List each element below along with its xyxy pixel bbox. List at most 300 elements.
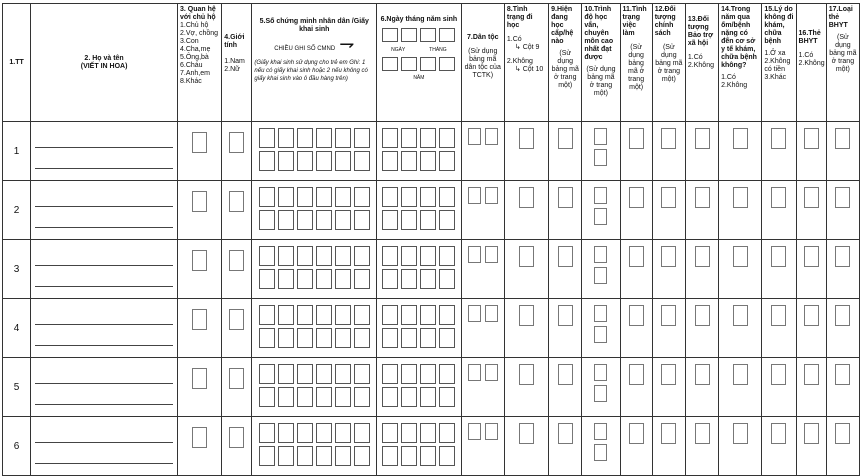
social-box[interactable] bbox=[695, 305, 710, 326]
sex-boxes bbox=[222, 240, 251, 277]
dob-digit-box[interactable] bbox=[439, 328, 455, 348]
bhyt-boxes bbox=[797, 299, 826, 332]
ethnic-box[interactable] bbox=[485, 128, 498, 145]
id-digit-box[interactable] bbox=[278, 305, 294, 325]
id-digit-box[interactable] bbox=[278, 328, 294, 348]
dob-digit-box[interactable] bbox=[382, 446, 398, 466]
id-digit-box[interactable] bbox=[297, 423, 313, 443]
dob-sample-boxes bbox=[379, 24, 458, 46]
reason-box[interactable] bbox=[771, 423, 786, 444]
edu-cell bbox=[582, 299, 620, 358]
id-digit-box[interactable] bbox=[316, 364, 332, 384]
id-digit-box[interactable] bbox=[259, 151, 275, 171]
dob-digit-box[interactable] bbox=[439, 364, 455, 384]
policy-box[interactable] bbox=[661, 128, 676, 149]
id-digit-box[interactable] bbox=[297, 364, 313, 384]
dob-cell bbox=[377, 358, 461, 417]
sex-boxes bbox=[222, 299, 251, 336]
reason-box[interactable] bbox=[771, 128, 786, 149]
direction-arrow-icon: ⇁ bbox=[339, 34, 355, 54]
sex-box[interactable] bbox=[229, 191, 244, 212]
table-row bbox=[3, 181, 860, 240]
dob-digit-box[interactable] bbox=[401, 246, 417, 266]
dob-digit-box[interactable] bbox=[382, 387, 398, 407]
id-digit-box[interactable] bbox=[259, 246, 275, 266]
id-digit-box[interactable] bbox=[354, 128, 370, 148]
sex-box[interactable] bbox=[229, 309, 244, 330]
id-number-boxes bbox=[252, 181, 376, 236]
reason-box[interactable] bbox=[771, 364, 786, 385]
bhyt-type-box[interactable] bbox=[835, 305, 850, 326]
dob-digit-box[interactable] bbox=[401, 151, 417, 171]
id-digit-box[interactable] bbox=[335, 364, 351, 384]
id-digit-box[interactable] bbox=[354, 387, 370, 407]
dob-digit-box[interactable] bbox=[420, 246, 436, 266]
bhyt-type-boxes bbox=[827, 240, 859, 273]
dob-digit-box[interactable] bbox=[401, 305, 417, 325]
name-line[interactable] bbox=[35, 286, 173, 287]
dob-digit-box[interactable] bbox=[420, 446, 436, 466]
dob-digit-box[interactable] bbox=[439, 187, 455, 207]
id-digit-box[interactable] bbox=[354, 210, 370, 230]
name-cell[interactable] bbox=[31, 358, 178, 417]
sick-cell bbox=[719, 299, 762, 358]
dob-boxes bbox=[377, 417, 460, 472]
id-digit-box[interactable] bbox=[259, 423, 275, 443]
job-box[interactable] bbox=[629, 246, 644, 267]
ethnic-box[interactable] bbox=[485, 423, 498, 440]
ethnic-box[interactable] bbox=[485, 305, 498, 322]
id-digit-box[interactable] bbox=[335, 387, 351, 407]
id-digit-box[interactable] bbox=[259, 446, 275, 466]
edu-box[interactable] bbox=[594, 128, 607, 145]
id-digit-box[interactable] bbox=[335, 151, 351, 171]
header-job: 11.Tình trạng việc làm (Sử dụng bảng mã ở trang một) bbox=[620, 4, 652, 122]
id-digit-box[interactable] bbox=[316, 269, 332, 289]
dob-digit-box[interactable] bbox=[420, 328, 436, 348]
dob-digit-box[interactable] bbox=[420, 151, 436, 171]
header-social: 13.Đối tượng Bảo trợ xã hội 1.Có 2.Không bbox=[685, 4, 718, 122]
id-digit-box[interactable] bbox=[354, 246, 370, 266]
dob-digit-box[interactable] bbox=[401, 387, 417, 407]
dob-digit-box[interactable] bbox=[382, 210, 398, 230]
header-tt: 1.TT bbox=[3, 4, 31, 122]
policy-box[interactable] bbox=[661, 423, 676, 444]
policy-cell bbox=[652, 417, 685, 476]
id-digit-box[interactable] bbox=[297, 128, 313, 148]
name-line[interactable] bbox=[35, 265, 173, 266]
ethnic-boxes bbox=[462, 181, 504, 210]
dob-digit-box[interactable] bbox=[439, 246, 455, 266]
dob-digit-box[interactable] bbox=[382, 246, 398, 266]
dob-digit-box[interactable] bbox=[420, 364, 436, 384]
school-box[interactable] bbox=[519, 187, 534, 208]
relation-cell bbox=[178, 181, 222, 240]
dob-digit-box[interactable] bbox=[439, 151, 455, 171]
sex-boxes bbox=[222, 181, 251, 218]
ethnic-box[interactable] bbox=[468, 128, 481, 145]
social-box[interactable] bbox=[695, 187, 710, 208]
ethnic-cell bbox=[461, 122, 504, 181]
sex-cell bbox=[222, 358, 252, 417]
id-digit-box[interactable] bbox=[259, 328, 275, 348]
name-cell[interactable] bbox=[31, 181, 178, 240]
sex-box[interactable] bbox=[229, 250, 244, 271]
dob-digit-box[interactable] bbox=[382, 328, 398, 348]
sick-boxes bbox=[719, 417, 761, 450]
edu-boxes bbox=[582, 122, 619, 172]
name-line[interactable] bbox=[35, 404, 173, 405]
job-box[interactable] bbox=[629, 128, 644, 149]
id-digit-box[interactable] bbox=[278, 210, 294, 230]
ethnic-box[interactable] bbox=[485, 364, 498, 381]
id-digit-box[interactable] bbox=[278, 269, 294, 289]
edu-box[interactable] bbox=[594, 208, 607, 225]
id-digit-box[interactable] bbox=[278, 128, 294, 148]
id-digit-box[interactable] bbox=[259, 364, 275, 384]
social-cell bbox=[685, 181, 718, 240]
level-box[interactable] bbox=[558, 364, 573, 385]
sex-boxes bbox=[222, 417, 251, 454]
relation-box[interactable] bbox=[192, 250, 207, 271]
id-digit-box[interactable] bbox=[278, 187, 294, 207]
id-digit-box[interactable] bbox=[316, 187, 332, 207]
sick-box[interactable] bbox=[733, 423, 748, 444]
sex-box[interactable] bbox=[229, 368, 244, 389]
dob-digit-box[interactable] bbox=[401, 364, 417, 384]
dob-digit-box[interactable] bbox=[382, 269, 398, 289]
id-digit-box[interactable] bbox=[335, 246, 351, 266]
id-digit-box[interactable] bbox=[278, 423, 294, 443]
relation-cell bbox=[178, 122, 222, 181]
edu-box[interactable] bbox=[594, 246, 607, 263]
sick-boxes bbox=[719, 240, 761, 273]
job-box[interactable] bbox=[629, 423, 644, 444]
id-digit-box[interactable] bbox=[297, 305, 313, 325]
bhyt-box[interactable] bbox=[804, 128, 819, 149]
school-box[interactable] bbox=[519, 128, 534, 149]
policy-box[interactable] bbox=[661, 364, 676, 385]
ethnic-boxes bbox=[462, 299, 504, 328]
id-digit-box[interactable] bbox=[354, 446, 370, 466]
reason-box[interactable] bbox=[771, 246, 786, 267]
policy-cell bbox=[652, 122, 685, 181]
id-digit-box[interactable] bbox=[316, 387, 332, 407]
id-digit-box[interactable] bbox=[354, 328, 370, 348]
social-box[interactable] bbox=[695, 364, 710, 385]
id-digit-box[interactable] bbox=[335, 187, 351, 207]
sick-boxes bbox=[719, 181, 761, 214]
reason-box[interactable] bbox=[771, 187, 786, 208]
dob-boxes bbox=[377, 299, 460, 354]
ethnic-box[interactable] bbox=[468, 305, 481, 322]
reason-boxes bbox=[762, 181, 795, 214]
ethnic-box[interactable] bbox=[485, 187, 498, 204]
relation-box[interactable] bbox=[192, 191, 207, 212]
policy-box[interactable] bbox=[661, 305, 676, 326]
dob-digit-box[interactable] bbox=[420, 210, 436, 230]
header-bhyt: 16.Thẻ BHYT 1.Có 2.Không bbox=[796, 4, 826, 122]
ethnic-box[interactable] bbox=[468, 187, 481, 204]
bhyt-type-box[interactable] bbox=[835, 187, 850, 208]
dob-digit-box[interactable] bbox=[439, 269, 455, 289]
id-digit-box[interactable] bbox=[354, 269, 370, 289]
sex-box[interactable] bbox=[229, 132, 244, 153]
id-digit-box[interactable] bbox=[335, 128, 351, 148]
id-digit-box[interactable] bbox=[278, 364, 294, 384]
id-digit-box[interactable] bbox=[297, 387, 313, 407]
level-box[interactable] bbox=[558, 187, 573, 208]
id-digit-box[interactable] bbox=[316, 305, 332, 325]
bhyt-type-box[interactable] bbox=[835, 364, 850, 385]
dob-digit-box[interactable] bbox=[401, 210, 417, 230]
relation-box[interactable] bbox=[192, 368, 207, 389]
job-box[interactable] bbox=[629, 187, 644, 208]
id-digit-box[interactable] bbox=[335, 210, 351, 230]
school-box[interactable] bbox=[519, 305, 534, 326]
row-number: 4 bbox=[3, 299, 31, 358]
id-digit-box[interactable] bbox=[316, 446, 332, 466]
edu-box[interactable] bbox=[594, 305, 607, 322]
sick-box[interactable] bbox=[733, 187, 748, 208]
name-line[interactable] bbox=[35, 147, 173, 148]
id-digit-box[interactable] bbox=[354, 423, 370, 443]
id-digit-box[interactable] bbox=[259, 210, 275, 230]
bhyt-box[interactable] bbox=[804, 305, 819, 326]
edu-box[interactable] bbox=[594, 385, 607, 402]
id-cell bbox=[252, 358, 377, 417]
ethnic-box[interactable] bbox=[485, 246, 498, 263]
name-line[interactable] bbox=[35, 206, 173, 207]
sick-box[interactable] bbox=[733, 128, 748, 149]
level-box[interactable] bbox=[558, 423, 573, 444]
bhyt-type-box[interactable] bbox=[835, 423, 850, 444]
edu-box[interactable] bbox=[594, 267, 607, 284]
sick-cell bbox=[719, 240, 762, 299]
dob-digit-box[interactable] bbox=[401, 423, 417, 443]
bhyt-type-box[interactable] bbox=[835, 128, 850, 149]
relation-box[interactable] bbox=[192, 427, 207, 448]
id-digit-box[interactable] bbox=[335, 269, 351, 289]
name-line[interactable] bbox=[35, 168, 173, 169]
id-digit-box[interactable] bbox=[335, 446, 351, 466]
id-digit-box[interactable] bbox=[335, 423, 351, 443]
id-digit-box[interactable] bbox=[278, 246, 294, 266]
sick-box[interactable] bbox=[733, 364, 748, 385]
bhyt-box[interactable] bbox=[804, 187, 819, 208]
sick-box[interactable] bbox=[733, 246, 748, 267]
id-digit-box[interactable] bbox=[259, 387, 275, 407]
header-dob-label: 6.Ngày tháng năm sinh bbox=[380, 16, 458, 23]
bhyt-boxes bbox=[797, 417, 826, 450]
relation-box[interactable] bbox=[192, 132, 207, 153]
header-name-sub: (VIẾT IN HOA) bbox=[80, 62, 128, 70]
bhyt-type-cell bbox=[826, 417, 859, 476]
social-box[interactable] bbox=[695, 423, 710, 444]
id-direction: CHIỀU GHI SỐ CMND ⇁ bbox=[274, 34, 355, 54]
dob-digit-box[interactable] bbox=[382, 187, 398, 207]
social-box[interactable] bbox=[695, 246, 710, 267]
sex-boxes bbox=[222, 358, 251, 395]
bhyt-box[interactable] bbox=[804, 246, 819, 267]
name-line[interactable] bbox=[35, 463, 173, 464]
sick-boxes bbox=[719, 122, 761, 155]
policy-box[interactable] bbox=[661, 187, 676, 208]
dob-digit-box[interactable] bbox=[382, 364, 398, 384]
id-digit-box[interactable] bbox=[354, 151, 370, 171]
social-cell bbox=[685, 358, 718, 417]
ethnic-box[interactable] bbox=[468, 246, 481, 263]
dob-digit-box[interactable] bbox=[401, 128, 417, 148]
school-box[interactable] bbox=[519, 246, 534, 267]
job-box[interactable] bbox=[629, 364, 644, 385]
dob-digit-box[interactable] bbox=[382, 305, 398, 325]
level-box[interactable] bbox=[558, 305, 573, 326]
id-number-boxes bbox=[252, 417, 376, 472]
sex-cell bbox=[222, 122, 252, 181]
reason-box[interactable] bbox=[771, 305, 786, 326]
sick-cell bbox=[719, 122, 762, 181]
name-line[interactable] bbox=[35, 383, 173, 384]
social-box[interactable] bbox=[695, 128, 710, 149]
name-cell[interactable] bbox=[31, 122, 178, 181]
id-digit-box[interactable] bbox=[259, 269, 275, 289]
bhyt-cell bbox=[796, 181, 826, 240]
bhyt-cell bbox=[796, 299, 826, 358]
level-box[interactable] bbox=[558, 128, 573, 149]
dob-digit-box[interactable] bbox=[420, 187, 436, 207]
dob-digit-box[interactable] bbox=[439, 305, 455, 325]
dob-year-sample-boxes bbox=[379, 54, 458, 74]
row-number: 6 bbox=[3, 417, 31, 476]
dob-digit-box[interactable] bbox=[382, 151, 398, 171]
dob-digit-box[interactable] bbox=[420, 423, 436, 443]
id-digit-box[interactable] bbox=[316, 128, 332, 148]
level-box[interactable] bbox=[558, 246, 573, 267]
relation-options: 1.Chủ hộ 2.Vợ, chồng 3.Con 4.Cha,mẹ 5.Ông,bà 6.Cháu 7.Anh,em 8.Khác bbox=[180, 22, 219, 85]
id-digit-box[interactable] bbox=[297, 187, 313, 207]
id-digit-box[interactable] bbox=[278, 387, 294, 407]
id-digit-box[interactable] bbox=[297, 269, 313, 289]
school-box[interactable] bbox=[519, 364, 534, 385]
edu-boxes bbox=[582, 240, 619, 290]
id-digit-box[interactable] bbox=[278, 446, 294, 466]
sick-box[interactable] bbox=[733, 305, 748, 326]
dob-digit-box[interactable] bbox=[439, 387, 455, 407]
header-ethnic: 7.Dân tộc (Sử dụng bảng mã dân tộc của TCTK) bbox=[461, 4, 504, 122]
id-digit-box[interactable] bbox=[316, 151, 332, 171]
name-line[interactable] bbox=[35, 227, 173, 228]
name-line[interactable] bbox=[35, 324, 173, 325]
job-boxes bbox=[621, 417, 652, 450]
dob-digit-box[interactable] bbox=[401, 269, 417, 289]
id-digit-box[interactable] bbox=[259, 128, 275, 148]
id-digit-box[interactable] bbox=[297, 446, 313, 466]
dob-digit-box[interactable] bbox=[420, 128, 436, 148]
id-digit-box[interactable] bbox=[316, 328, 332, 348]
table-row bbox=[3, 299, 860, 358]
dob-digit-box[interactable] bbox=[420, 387, 436, 407]
id-digit-box[interactable] bbox=[259, 305, 275, 325]
relation-box[interactable] bbox=[192, 309, 207, 330]
ethnic-box[interactable] bbox=[468, 364, 481, 381]
sex-box[interactable] bbox=[229, 427, 244, 448]
dob-digit-box[interactable] bbox=[401, 187, 417, 207]
name-line[interactable] bbox=[35, 442, 173, 443]
id-digit-box[interactable] bbox=[297, 246, 313, 266]
relation-boxes bbox=[178, 122, 221, 159]
dob-digit-box[interactable] bbox=[439, 446, 455, 466]
dob-cell bbox=[377, 122, 461, 181]
dob-digit-box[interactable] bbox=[382, 128, 398, 148]
sick-boxes bbox=[719, 299, 761, 332]
edu-box[interactable] bbox=[594, 364, 607, 381]
dob-digit-box[interactable] bbox=[439, 210, 455, 230]
social-cell bbox=[685, 417, 718, 476]
name-cell[interactable] bbox=[31, 299, 178, 358]
dob-digit-box[interactable] bbox=[401, 446, 417, 466]
id-digit-box[interactable] bbox=[354, 364, 370, 384]
id-digit-box[interactable] bbox=[335, 328, 351, 348]
school-box[interactable] bbox=[519, 423, 534, 444]
id-digit-box[interactable] bbox=[316, 423, 332, 443]
name-cell[interactable] bbox=[31, 417, 178, 476]
table-row bbox=[3, 240, 860, 299]
id-digit-box[interactable] bbox=[259, 187, 275, 207]
name-line[interactable] bbox=[35, 345, 173, 346]
dob-boxes bbox=[377, 240, 460, 295]
id-digit-box[interactable] bbox=[354, 305, 370, 325]
id-digit-box[interactable] bbox=[335, 305, 351, 325]
bhyt-box[interactable] bbox=[804, 423, 819, 444]
id-digit-box[interactable] bbox=[297, 151, 313, 171]
policy-box[interactable] bbox=[661, 246, 676, 267]
bhyt-box[interactable] bbox=[804, 364, 819, 385]
dob-digit-box[interactable] bbox=[420, 269, 436, 289]
dob-digit-box[interactable] bbox=[382, 423, 398, 443]
table-row bbox=[3, 358, 860, 417]
social-cell bbox=[685, 240, 718, 299]
sick-cell bbox=[719, 358, 762, 417]
id-digit-box[interactable] bbox=[278, 151, 294, 171]
id-digit-box[interactable] bbox=[297, 210, 313, 230]
edu-box[interactable] bbox=[594, 444, 607, 461]
sick-cell bbox=[719, 181, 762, 240]
bhyt-type-box[interactable] bbox=[835, 246, 850, 267]
id-digit-box[interactable] bbox=[316, 210, 332, 230]
edu-box[interactable] bbox=[594, 149, 607, 166]
dob-boxes bbox=[377, 181, 460, 236]
dob-digit-box[interactable] bbox=[439, 128, 455, 148]
id-digit-box[interactable] bbox=[316, 246, 332, 266]
edu-box[interactable] bbox=[594, 326, 607, 343]
ethnic-box[interactable] bbox=[468, 423, 481, 440]
dob-digit-box[interactable] bbox=[420, 305, 436, 325]
job-box[interactable] bbox=[629, 305, 644, 326]
name-cell[interactable] bbox=[31, 240, 178, 299]
dob-digit-box[interactable] bbox=[401, 328, 417, 348]
edu-box[interactable] bbox=[594, 423, 607, 440]
school-cell bbox=[504, 299, 548, 358]
social-boxes bbox=[686, 240, 718, 273]
edu-box[interactable] bbox=[594, 187, 607, 204]
level-cell bbox=[549, 299, 582, 358]
dob-digit-box[interactable] bbox=[439, 423, 455, 443]
id-digit-box[interactable] bbox=[354, 187, 370, 207]
bhyt-cell bbox=[796, 240, 826, 299]
id-digit-box[interactable] bbox=[297, 328, 313, 348]
relation-boxes bbox=[178, 417, 221, 454]
